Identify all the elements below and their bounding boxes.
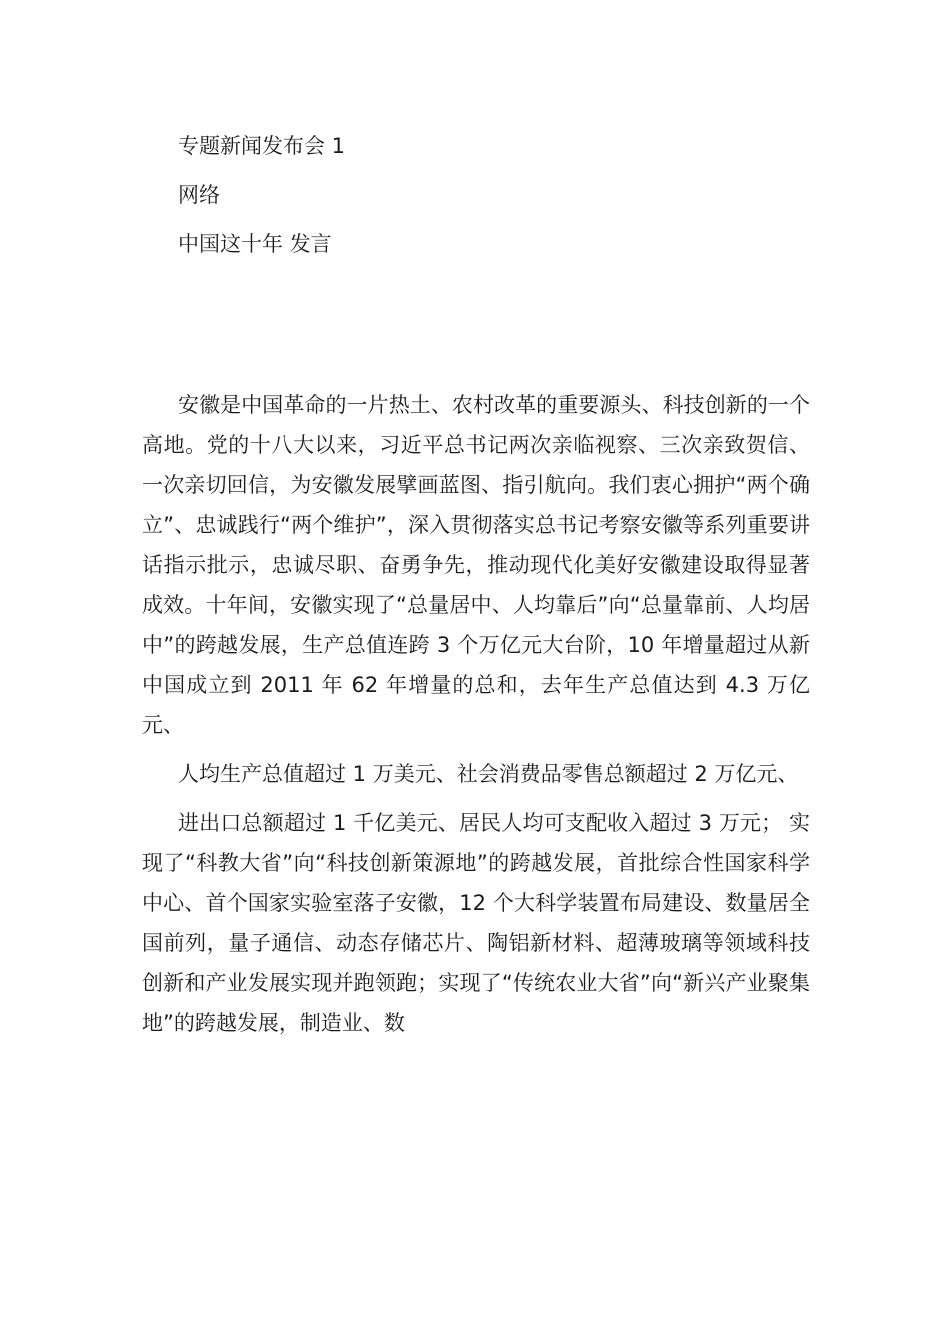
header-line-source: 网络 xyxy=(178,183,220,207)
body-paragraph-3: 进出口总额超过 1 千亿美元、居民人均可支配收入超过 3 万元； 实现了“科教大省”向“科技创新策源地”的跨越发展，首批综合性国家科学中心、首个国家实验室落子安徽，12 个大科学装置布局建设、数量居全国前列，量子通信、动态存储芯片、陶铝新材料、超薄玻璃等领域科技创新和产业发展实现并跑领跑；实现了“传统农业大省”向“新兴产业聚集地”的跨越发展，制造业、数 xyxy=(142,811,810,1035)
document-header xyxy=(178,133,818,258)
body-paragraph-2: 人均生产总值超过 1 万美元、社会消费品零售总额超过 2 万亿元、 xyxy=(178,762,799,786)
document-body xyxy=(142,385,810,1052)
header-line-title: 专题新闻发布会 1 xyxy=(178,134,346,158)
body-paragraph-1: 安徽是中国革命的一片热土、农村改革的重要源头、科技创新的一个高地。党的十八大以来，习近平总书记两次亲临视察、三次亲致贺信、一次亲切回信，为安徽发展擘画蓝图、指引航向。我们衷心拥护“两个确立”、忠诚践行“两个维护”，深入贯彻落实总书记考察安徽等系列重要讲话指示批示，忠诚尽职、奋勇争先，推动现代化美好安徽建设取得显著成效。十年间，安徽实现了“总量居中、人均靠后”向“总量靠前、人均居中”的跨越发展，生产总值连跨 3 个万亿元大台阶，10 年增量超过从新中国成立到 2011 年 62 年增量的总和，去年生产总值达到 4.3 万亿元、 xyxy=(142,393,810,737)
header-line-subtitle: 中国这十年 发言 xyxy=(178,232,332,256)
